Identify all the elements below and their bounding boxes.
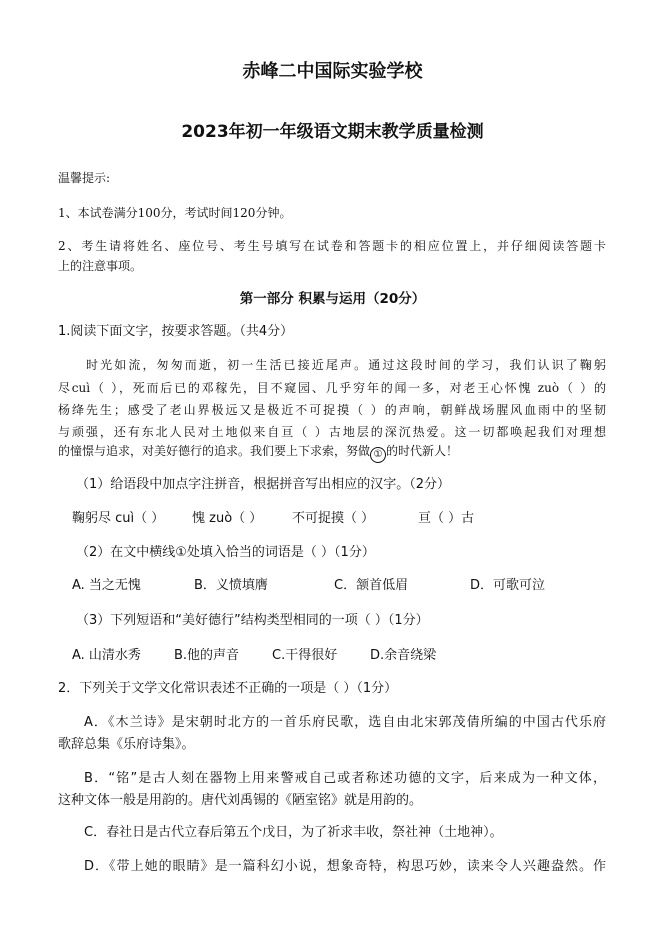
q1-sub3-option-b: B.他的声音	[174, 648, 240, 663]
q2-option-a-line-2: 歌辞总集《乐府诗集》。	[58, 737, 195, 752]
q2-option-c: C．春社日是古代立春后第五个戊日，为了祈求丰收，祭社神（土地神）。	[84, 825, 503, 840]
notice-heading: 温馨提示:	[58, 171, 111, 185]
q1-sub1-prompt: （1）给语段中加点字注拼音，根据拼音写出相应的汉字。（2分）	[76, 477, 451, 492]
notice-item-2-line-2: 上的注意事项。	[58, 259, 143, 273]
q1-sub2-option-a: A. 当之无愧	[72, 578, 141, 593]
passage-line-1: 时光如流，匆匆而逝，初一生活已接近尾声。通过这段时间的学习，我们认识了鞠躬	[86, 358, 606, 372]
q1-sub3-option-d: D.余音绕梁	[370, 648, 437, 663]
q1-sub2-option-c: C．颔首低眉	[334, 578, 409, 593]
q1-sub2-option-b: B．义愤填膺	[194, 578, 268, 593]
q1-sub1-item-2: 愧 zuò（ ）	[192, 511, 263, 526]
q2-option-b-line-2: 这种文体一般是用韵的。唐代刘禹锡的《陋室铭》就是用韵的。	[58, 793, 423, 808]
q2-stem: 2．下列关于文学文化常识表述不正确的一项是（ ）（1分）	[58, 681, 398, 696]
q2-option-a-line-1: A．《木兰诗》是宋朝时北方的一首乐府民歌，选自由北宋郭茂倩所编的中国古代乐府	[84, 715, 606, 730]
q1-sub3-option-a: A. 山清水秀	[72, 648, 141, 663]
q1-sub3-option-c: C.干得很好	[272, 648, 338, 663]
exam-title: 2023年初一年级语文期末教学质量检测	[181, 122, 484, 142]
q1-stem: 1.阅读下面文字，按要求答题。（共4分）	[58, 324, 294, 339]
passage-line-5-text: 的憧憬与追求，对美好德行的追求。我们要上下求索，努做	[58, 444, 371, 458]
q1-sub2-option-d: D．可歌可泣	[470, 578, 546, 593]
notice-item-1: 1、本试卷满分100分，考试时间120分钟。	[58, 206, 292, 220]
notice-item-2-line-1: 2、考生请将姓名、座位号、考生号填写在试卷和答题卡的相应位置上，并仔细阅读答题卡	[58, 239, 606, 253]
passage-line-3: 杨绛先生；感受了老山界极远又是极近不可捉摸（ ）的声响，朝鲜战场腥风血雨中的坚韧	[58, 403, 606, 417]
q2-option-b-line-1: B．“铭”是古人刻在器物上用来警戒自己或者称述功德的文字，后来成为一种文体，	[84, 771, 606, 786]
passage-line-5-tail: 的时代新人！	[386, 444, 459, 458]
blank-marker-1: ①	[370, 447, 386, 463]
q1-sub1-item-1: 鞠躬尽 cuì（ ）	[72, 511, 165, 526]
section-title: 第一部分 积累与运用（20分）	[239, 291, 426, 307]
q2-option-d: D．《带上她的眼睛》是一篇科幻小说，想象奇特，构思巧妙，读来令人兴趣盎然。作	[84, 859, 606, 874]
q1-sub3-prompt: （3）下列短语和“美好德行”结构类型相同的一项（ ）（1分）	[76, 613, 429, 628]
q1-sub1-item-4: 亘（ ）古	[418, 511, 475, 526]
passage-line-4: 与顽强，还有东北人民对土地似来自亘（ ）古地层的深沉热爱。这一切都唤起我们对理想	[58, 425, 606, 439]
q1-sub1-item-3: 不可捉摸（ ）	[292, 511, 375, 526]
passage-line-2: 尽cuì（ ），死而后已的邓稼先，目不窥园、几乎穷年的闻一多，对老王心怀愧 zuò（ ）的	[58, 381, 606, 395]
school-name: 赤峰二中国际实验学校	[242, 61, 423, 82]
passage-line-5	[58, 443, 458, 463]
q1-sub2-prompt: （2）在文中横线①处填入恰当的词语是（ ）（1分）	[76, 545, 375, 560]
